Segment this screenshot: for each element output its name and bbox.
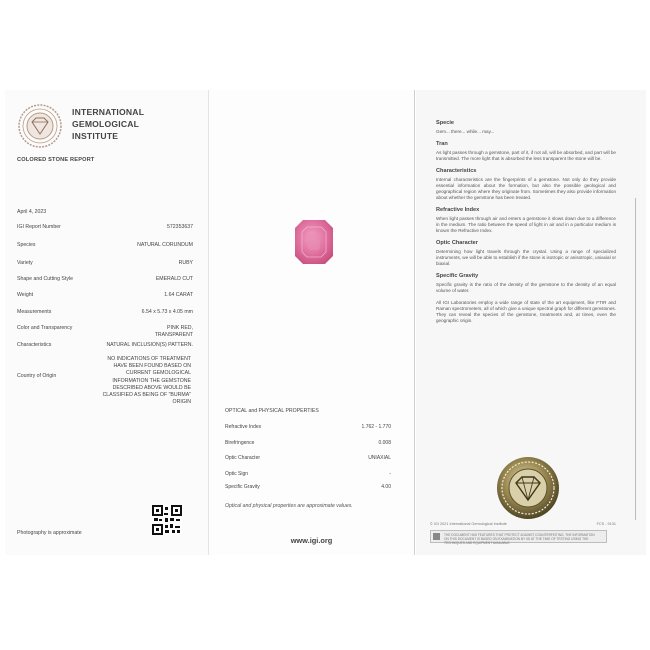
field-label: Species bbox=[17, 242, 36, 248]
property-value: - bbox=[389, 471, 391, 477]
property-value: 0.008 bbox=[378, 440, 391, 446]
report-title: COLORED STONE REPORT bbox=[17, 157, 95, 163]
security-strip bbox=[430, 530, 607, 543]
glossary-heading: Specific Gravity bbox=[436, 273, 479, 279]
property-label: Birefringence bbox=[225, 440, 255, 446]
glossary-paragraph: All IGI Laboratories employ a wide range of state of the art equipment, like FTIR and Raman spectrometers, all of which give a unique spectral graph for different gemstones. They can reveal the species of the gemstone, treatments and, at times, even the geographic origin. bbox=[436, 300, 616, 323]
field-value: RUBY bbox=[178, 260, 193, 266]
glossary-text bbox=[436, 120, 616, 330]
disclaimer-text: THE DOCUMENT HAS FEATURES THAT PROTECT AGAINST COUNTERFEITING. THE INFORMATION ON THIS DOCUMENT IS BASED ON EXAMINATION BY IGI AT THE TIME OF TESTING USING THE TECHNIQUES AND EQUIPMENT AVAILABLE. bbox=[444, 532, 595, 545]
field-label: Variety bbox=[17, 260, 33, 266]
field-value: 6.54 x 5.73 x 4.05 mm bbox=[141, 309, 193, 315]
glossary-panel bbox=[416, 90, 646, 555]
glossary-heading: Specie bbox=[436, 120, 455, 126]
optical-note: Optical and physical properties are approximate values. bbox=[225, 503, 353, 509]
glossary-paragraph: Specific gravity is the ratio of the density of the gemstone to the density of an equal volume of water. bbox=[436, 282, 616, 293]
origin-statement: NO INDICATIONS OF TREATMENT HAVE BEEN FOUND BASED ON CURRENT GEMOLOGICAL INFORMATION THE GEMSTONE DESCRIBED ABOVE WOULD BE CLASSIFIED AS BEING OF "BURMA" ORIGIN bbox=[102, 356, 191, 406]
property-value: UNIAXIAL bbox=[368, 455, 391, 461]
field-label: Shape and Cutting Style bbox=[17, 276, 73, 282]
glossary-paragraph: When light passes through air and enters a gemstone it slows down due to a difference in the medium. The ratio between the speed of light in air and in a particular medium is known the Refractive Index. bbox=[436, 216, 616, 233]
glossary-heading: Optic Character bbox=[436, 240, 478, 246]
property-label: Refractive Index bbox=[225, 424, 262, 430]
ruby-gemstone-icon bbox=[294, 218, 334, 266]
photography-note: Photography is approximate bbox=[17, 530, 82, 536]
document-icon bbox=[433, 533, 440, 540]
optical-panel bbox=[209, 90, 415, 555]
field-label: Measurements bbox=[17, 309, 52, 315]
field-label: Weight bbox=[17, 292, 34, 298]
institute-name: INTERNATIONAL GEMOLOGICAL INSTITUTE bbox=[72, 107, 145, 141]
report-panel bbox=[5, 90, 209, 555]
igi-seal-logo-icon bbox=[18, 104, 62, 148]
field-label: Characteristics bbox=[17, 342, 52, 348]
field-value: NATURAL CORUNDUM bbox=[137, 242, 193, 248]
form-code: FCS - 9131 bbox=[596, 522, 616, 526]
property-label: Specific Gravity bbox=[225, 484, 260, 490]
glossary-paragraph: Gem... there... while... may... bbox=[436, 129, 495, 134]
field-value: 572353637 bbox=[167, 224, 193, 230]
glossary-paragraph: Internal characteristics are the fingerprints of a gemstone. Not only do they provide essential information about the formation, but also the possible geological and geographical region where they originate from. Sometimes they also provide information about whether the gemstone has been treated. bbox=[436, 177, 616, 200]
gold-hologram-seal-icon bbox=[496, 456, 560, 520]
field-value: NATURAL INCLUSION(S) PATTERN. bbox=[106, 342, 193, 348]
qr-code-icon[interactable] bbox=[152, 505, 182, 535]
glossary-paragraph: As light passes through a gemstone, part of it, if not all, will be absorbed, and part will be transmitted. The more light that is absorbed the less transparent the stone will be. bbox=[436, 150, 616, 161]
glossary-heading: Refractive Index bbox=[436, 207, 480, 213]
optical-properties-title: OPTICAL and PHYSICAL PROPERTIES bbox=[225, 408, 319, 414]
origin-label: Country of Origin bbox=[17, 373, 57, 379]
copyright-footer: © IGI 2021 International Gemological Institute bbox=[430, 522, 507, 526]
property-label: Optic Sign bbox=[225, 471, 249, 477]
property-value: 1.762 - 1.770 bbox=[361, 424, 391, 430]
report-date: April 4, 2023 bbox=[17, 209, 47, 215]
glossary-heading: Tran bbox=[436, 141, 448, 147]
field-value: EMERALD CUT bbox=[155, 276, 193, 282]
property-label: Optic Character bbox=[225, 455, 261, 461]
glossary-paragraph: Determining how light travels through the crystal. Using a range of specialized instruments, we will be able to establish if the stone is isotropic or anisotropic, uniaxial or biaxial. bbox=[436, 249, 616, 266]
side-divider bbox=[635, 198, 636, 520]
property-value: 4.00 bbox=[381, 484, 391, 490]
field-label: Color and Transparency bbox=[17, 325, 73, 331]
website-link[interactable]: www.igi.org bbox=[290, 536, 333, 545]
glossary-heading: Characteristics bbox=[436, 168, 477, 174]
field-value: PINK RED, TRANSPARENT bbox=[154, 325, 193, 338]
field-value: 1.64 CARAT bbox=[164, 292, 193, 298]
field-label: IGI Report Number bbox=[17, 224, 61, 230]
